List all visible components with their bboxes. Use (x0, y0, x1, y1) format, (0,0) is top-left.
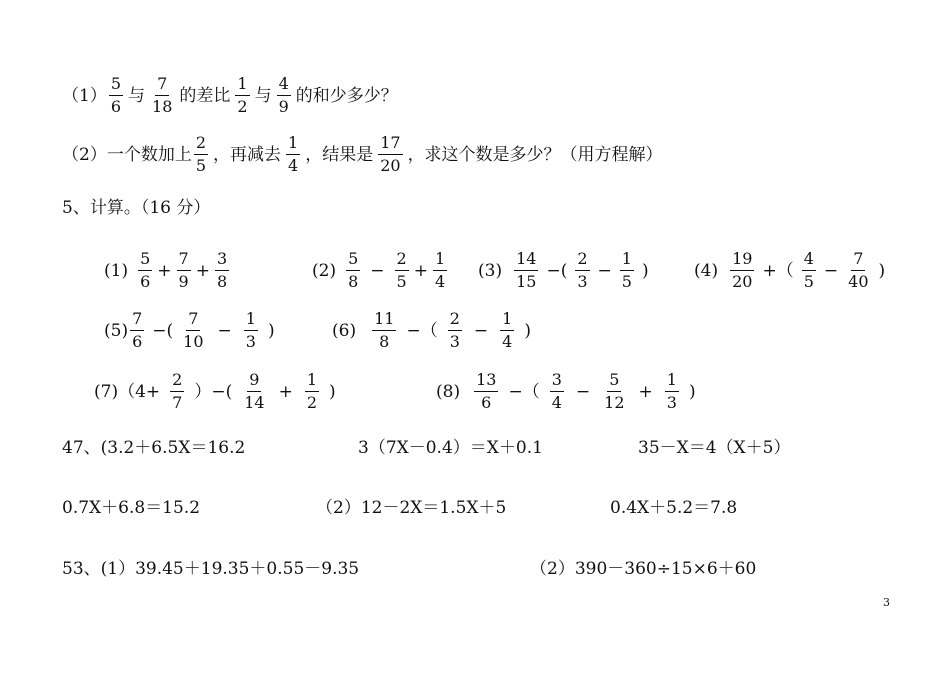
equation: 35－X＝4（X＋5） (638, 438, 791, 458)
question-1: （1） $\frac{5}{6}$ 与 $\frac{7}{18}$ 的差比 $\frac{1}{2}$ 与 $\frac{4}{9}$ 的和少多少？ (62, 74, 398, 116)
fraction: $\frac{1}{5}$ (621, 249, 632, 291)
fraction: $\frac{2}{5}$ (396, 249, 407, 291)
equation-47: 47、(3.2＋6.5X＝16.2 (62, 438, 246, 458)
equation: 3（7X－0.4）＝X＋0.1 (358, 438, 543, 458)
fraction: $\frac{11}{8}$ (374, 309, 395, 351)
fraction: $\frac{1}{4}$ (502, 309, 513, 351)
calc-8: (8) $\frac{13}{6}$ −（ $\frac{3}{4}$ − $\frac{5}{12}$ + $\frac{1}{3}$ ) (436, 370, 696, 412)
question-2: （2）一个数加上 $\frac{2}{5}$ ，再减去 $\frac{1}{4}$ ，结果是 $\frac{17}{20}$ ，求这个数是多少？（用方程解） (62, 133, 663, 175)
calc-2: (2) $\frac{5}{8}$ − $\frac{2}{5}$ + $\frac{1}{4}$ (312, 249, 446, 291)
calc-6: (6) $\frac{11}{8}$ −（ $\frac{2}{3}$ − $\frac{1}{4}$ ) (332, 309, 531, 351)
fraction: $\frac{5}{6}$ (110, 74, 122, 116)
equation: （2）390－360÷15×6＋60 (530, 559, 757, 579)
fraction: $\frac{7}{40}$ (848, 249, 869, 291)
fraction: $\frac{1}{4}$ (434, 249, 446, 291)
fraction: $\frac{13}{6}$ (476, 370, 497, 412)
fraction: $\frac{17}{20}$ (380, 133, 401, 175)
calc-7: (7)（4+ $\frac{2}{7}$ ）−( $\frac{9}{14}$ + $\frac{1}{2}$ ) (94, 370, 336, 412)
fraction: $\frac{1}{3}$ (666, 370, 677, 412)
fraction: $\frac{14}{15}$ (516, 249, 537, 291)
calc-1: (1) $\frac{5}{6}$ + $\frac{7}{9}$ + $\frac{3}{8}$ (104, 249, 228, 291)
equation: （2）12－2X＝1.5X＋5 (316, 498, 507, 518)
calc-3: (3) $\frac{14}{15}$ −( $\frac{2}{3}$ − $\frac{1}{5}$ ) (478, 249, 649, 291)
fraction: $\frac{1}{3}$ (245, 309, 256, 351)
fraction: $\frac{2}{3}$ (577, 249, 588, 291)
fraction: $\frac{1}{4}$ (288, 133, 299, 175)
fraction: $\frac{7}{10}$ (183, 309, 204, 351)
fraction: $\frac{9}{14}$ (244, 370, 265, 412)
calc-4: (4) $\frac{19}{20}$ +（ $\frac{4}{5}$ − $\frac{7}{40}$ ) (694, 249, 886, 291)
calc-5: (5) $\frac{7}{6}$ −( $\frac{7}{10}$ − $\frac{1}{3}$ ) (104, 309, 275, 351)
fraction: $\frac{5}{8}$ (348, 249, 359, 291)
equation: 0.7X＋6.8＝15.2 (62, 498, 201, 518)
fraction: $\frac{5}{6}$ (140, 249, 151, 291)
equation: 0.4X＋5.2＝7.8 (610, 498, 738, 518)
fraction: $\frac{2}{3}$ (449, 309, 460, 351)
section-5-heading: 5、计算。（16 分） (62, 198, 211, 218)
fraction: $\frac{5}{12}$ (604, 370, 625, 412)
fraction: $\frac{3}{8}$ (216, 249, 228, 291)
fraction: $\frac{1}{2}$ (306, 370, 318, 412)
fraction: $\frac{7}{9}$ (178, 249, 189, 291)
page-number: 3 (883, 596, 890, 609)
fraction: $\frac{4}{5}$ (803, 249, 814, 291)
fraction: $\frac{19}{20}$ (732, 249, 753, 291)
fraction: $\frac{1}{2}$ (237, 74, 248, 116)
fraction: $\frac{2}{7}$ (172, 370, 183, 412)
fraction: $\frac{7}{18}$ (152, 74, 173, 116)
fraction: $\frac{4}{9}$ (278, 74, 289, 116)
equation-53: 53、(1）39.45＋19.35＋0.55－9.35 (62, 559, 360, 579)
fraction: $\frac{3}{4}$ (551, 370, 562, 412)
fraction: $\frac{2}{5}$ (195, 133, 207, 175)
q1-label: （1） (62, 85, 107, 106)
fraction: $\frac{7}{6}$ (132, 309, 143, 351)
